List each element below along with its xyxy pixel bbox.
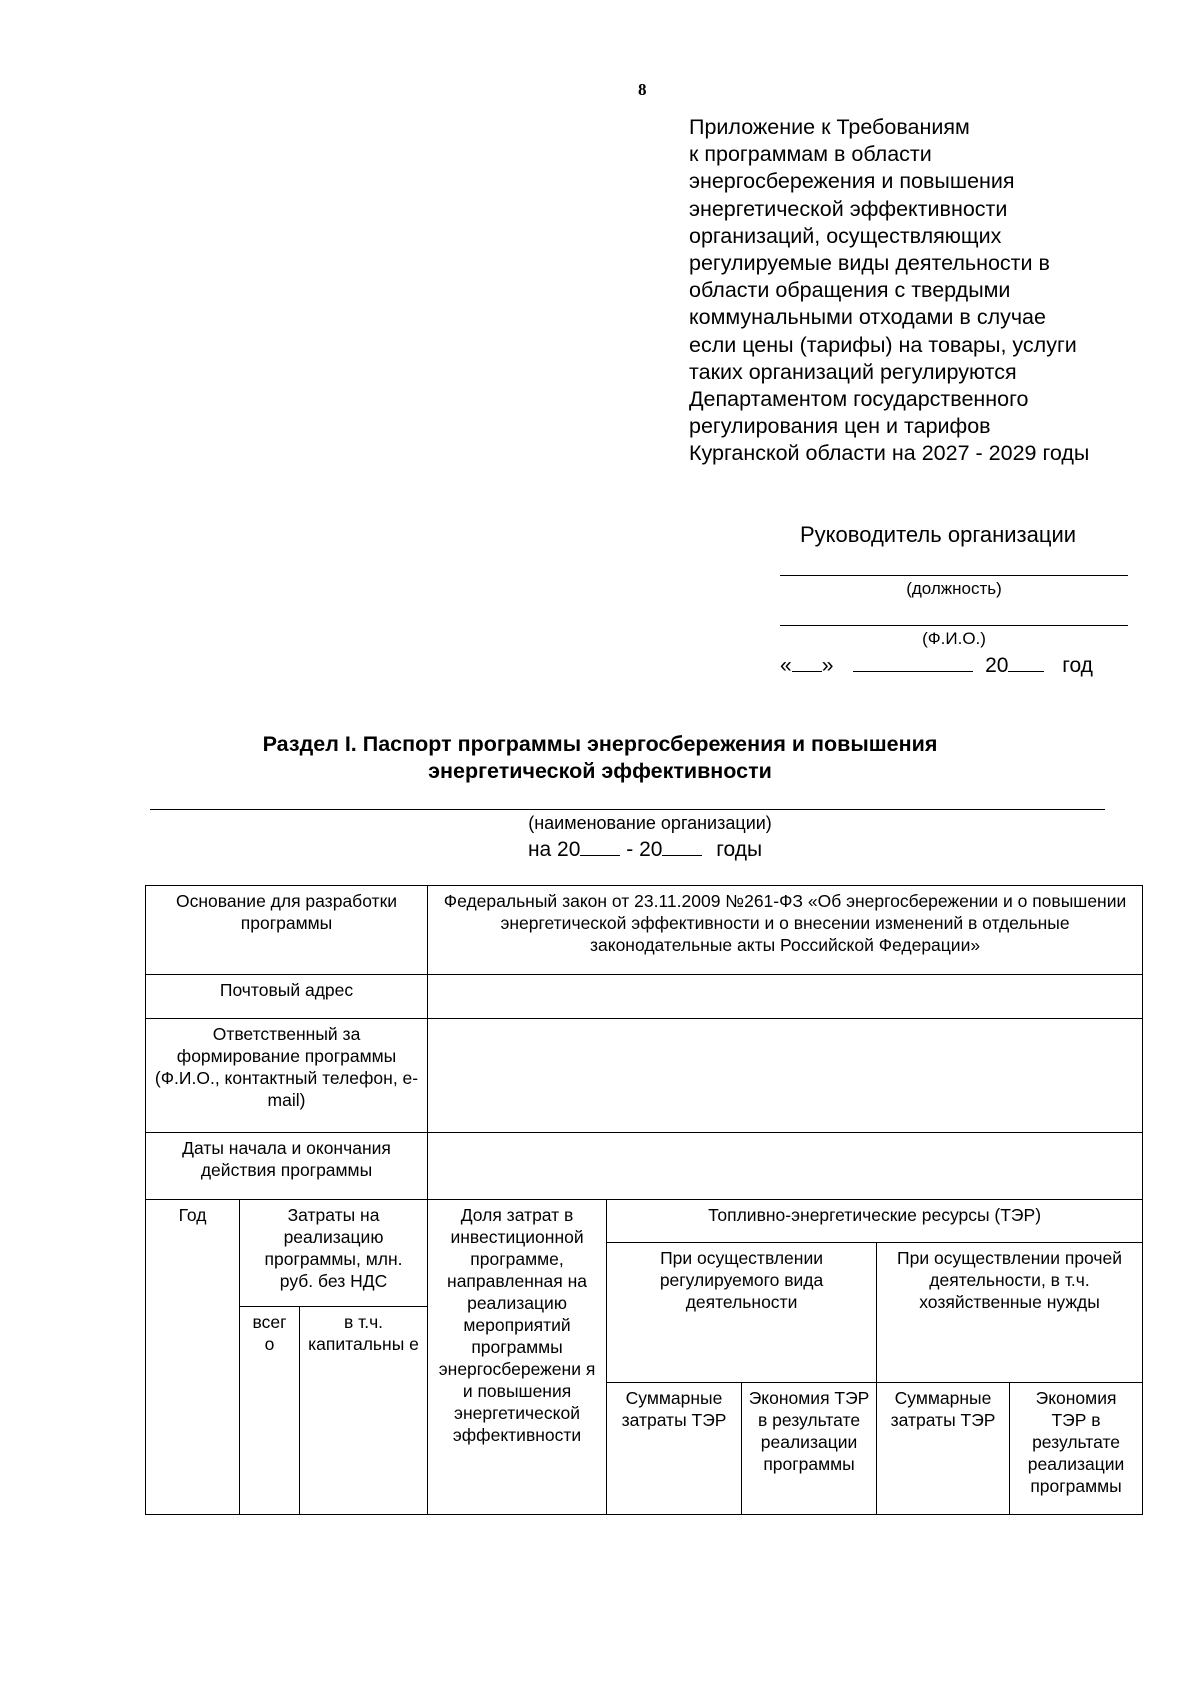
appendix-line: Курганской области на 2027 - 2029 годы (689, 441, 1090, 466)
row-value (428, 1019, 1143, 1133)
section-title-line: энергетической эффективности (428, 759, 772, 783)
ter-header: Топливно-энергетические ресурсы (ТЭР) (607, 1200, 1143, 1243)
section-title (150, 731, 1050, 785)
year-suffix: год (1062, 654, 1093, 677)
row-label: Ответственный за формирование программы (Ф.И.О., контактный телефон, e-mail) (146, 1019, 428, 1133)
row-value (428, 1133, 1143, 1200)
approval-title: Руководитель организации (800, 522, 1077, 547)
costs-header: Затраты на реализацию программы, млн. руб. без НДС (240, 1200, 428, 1307)
table-row (146, 1019, 1143, 1133)
appendix-line: таких организаций регулируются (689, 359, 1017, 384)
sum-costs-header: Суммарные затраты ТЭР (877, 1383, 1010, 1515)
row-value (428, 975, 1143, 1019)
appendix-block (689, 114, 1169, 468)
appendix-line: регулирования цен и тарифов (689, 414, 991, 439)
row-label: Основание для разработки программы (146, 886, 428, 975)
years-prefix: на 20 (527, 838, 581, 861)
quote-open: « (780, 654, 792, 677)
appendix-line: к программам в области (689, 142, 932, 167)
approval-date-row (780, 651, 1128, 678)
share-header: Доля затрат в инвестиционной программе, направленная на реализацию мероприятий программы энергосбережени я и повышения энергетической эффективности (428, 1200, 607, 1515)
years-start-blank (580, 835, 620, 856)
position-caption: (должность) (906, 579, 1002, 598)
name-line (780, 625, 1128, 626)
table-row (146, 886, 1143, 975)
position-line (780, 575, 1128, 576)
row-value: Федеральный закон от 23.11.2009 №261-ФЗ «Об энергосбережении и о повышении энергетической эффективности и о внесении изменений в отдельные законодательные акты Российской Федерации» (428, 886, 1143, 975)
passport-table (145, 885, 1143, 1515)
years-end-blank (662, 835, 702, 856)
month-blank (853, 651, 973, 672)
appendix-line: организаций, осуществляющих (689, 223, 1002, 248)
section-title-line: Раздел I. Паспорт программы энергосбережения и повышения (262, 732, 938, 756)
header-row (146, 1200, 1143, 1243)
org-name-caption: (наименование организации) (528, 813, 772, 833)
savings-header: Экономия ТЭР в результате реализации программы (742, 1383, 877, 1515)
appendix-line: области обращения с твердыми (689, 278, 1011, 303)
appendix-line: энергосбережения и повышения (689, 169, 1015, 194)
years-mid: - 20 (626, 838, 663, 861)
org-name-line (150, 809, 1105, 810)
name-caption: (Ф.И.О.) (922, 629, 986, 648)
regulated-header: При осуществлении регулируемого вида деятельности (607, 1243, 877, 1383)
program-years-row (0, 835, 1200, 862)
table-row (146, 975, 1143, 1019)
year-prefix: 20 (985, 654, 1009, 677)
appendix-line: энергетической эффективности (689, 196, 1008, 221)
quote-close: » (821, 654, 834, 677)
table-row (146, 1133, 1143, 1200)
appendix-line: регулируемые виды деятельности в (689, 251, 1050, 276)
savings-header: Экономия ТЭР в результате реализации программы (1010, 1383, 1143, 1515)
appendix-line: Департаментом государственного (689, 387, 1029, 412)
appendix-line: если цены (тарифы) на товары, услуги (689, 332, 1077, 357)
year-header: Год (146, 1200, 240, 1515)
capital-header: в т.ч. капитальны е (300, 1307, 428, 1515)
other-header: При осуществлении прочей деятельности, в т.ч. хозяйственные нужды (877, 1243, 1143, 1383)
years-suffix: годы (716, 838, 763, 861)
page-number: 8 (638, 80, 647, 99)
appendix-line: Приложение к Требованиям (689, 115, 970, 139)
appendix-line: коммунальными отходами в случае (689, 305, 1046, 330)
sum-costs-header: Суммарные затраты ТЭР (607, 1383, 742, 1515)
row-label: Почтовый адрес (146, 975, 428, 1019)
row-label: Даты начала и окончания действия программы (146, 1133, 428, 1200)
total-header: всег о (240, 1307, 300, 1515)
day-blank (792, 651, 822, 672)
year-blank (1008, 651, 1044, 672)
